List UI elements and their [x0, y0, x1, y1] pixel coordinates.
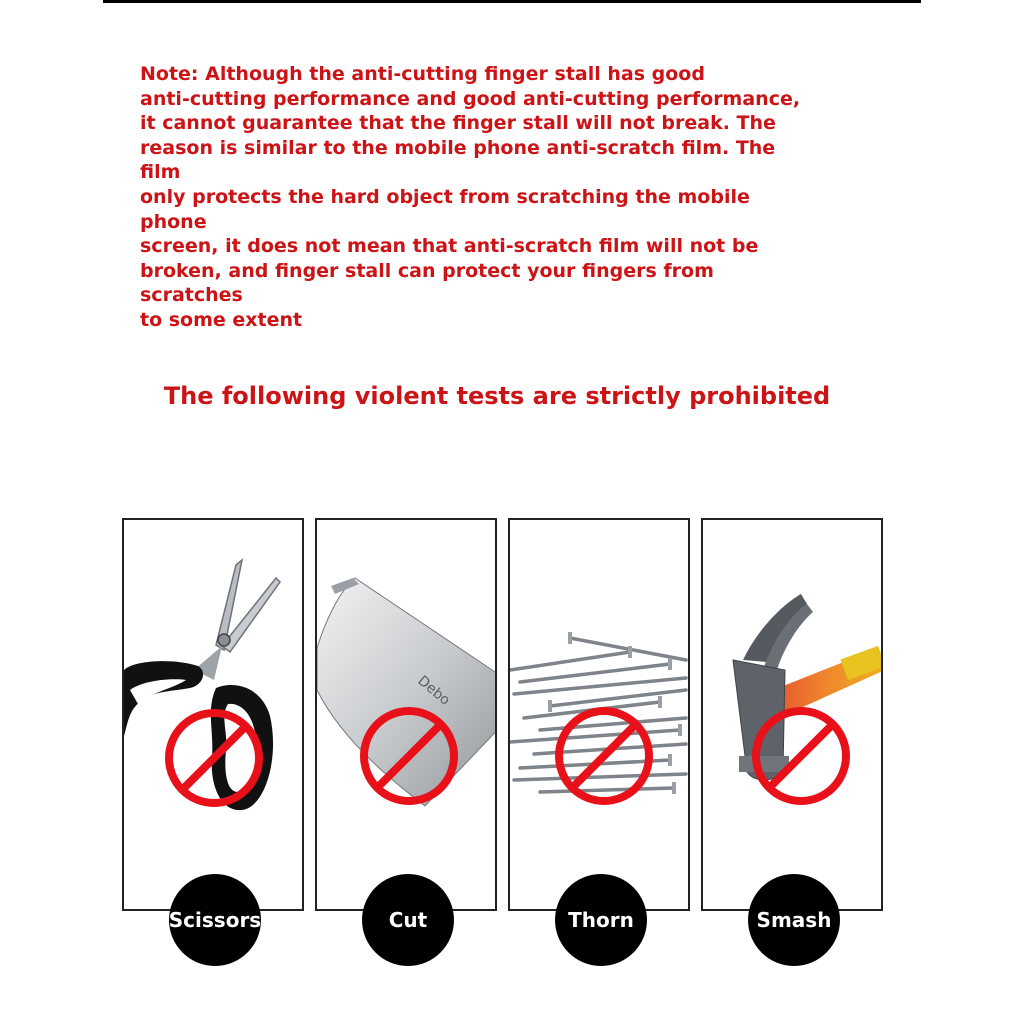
prohibited-icon [317, 520, 497, 911]
test-panel-cut [315, 518, 497, 911]
prohibited-icon [703, 520, 883, 911]
test-panel-smash [701, 518, 883, 911]
prohibited-icon [124, 520, 304, 911]
knife-brand: Debo [414, 672, 453, 709]
test-panel-scissors [122, 518, 304, 911]
badge-cut: Cut [362, 874, 454, 966]
prohibited-icon [510, 520, 690, 911]
test-panel-thorn [508, 518, 690, 911]
warning-note: Note: Although the anti-cutting finger stall has good anti-cutting performance and good anti-cutting performance, it cannot guarantee that the finger stall will not break. The reason is similar to the mobile phone anti-scratch film. The film only protects the hard object from scratching the mobile phone screen, it does not mean that anti-scratch film will not be broken, and finger stall can protect your fingers from scratches to some extent [140, 63, 801, 331]
badge-smash: Smash [748, 874, 840, 966]
badge-thorn: Thorn [555, 874, 647, 966]
top-divider [103, 0, 921, 3]
badge-scissors: Scissors [169, 874, 261, 966]
prohibited-tests-heading: The following violent tests are strictly prohibited [163, 382, 831, 410]
